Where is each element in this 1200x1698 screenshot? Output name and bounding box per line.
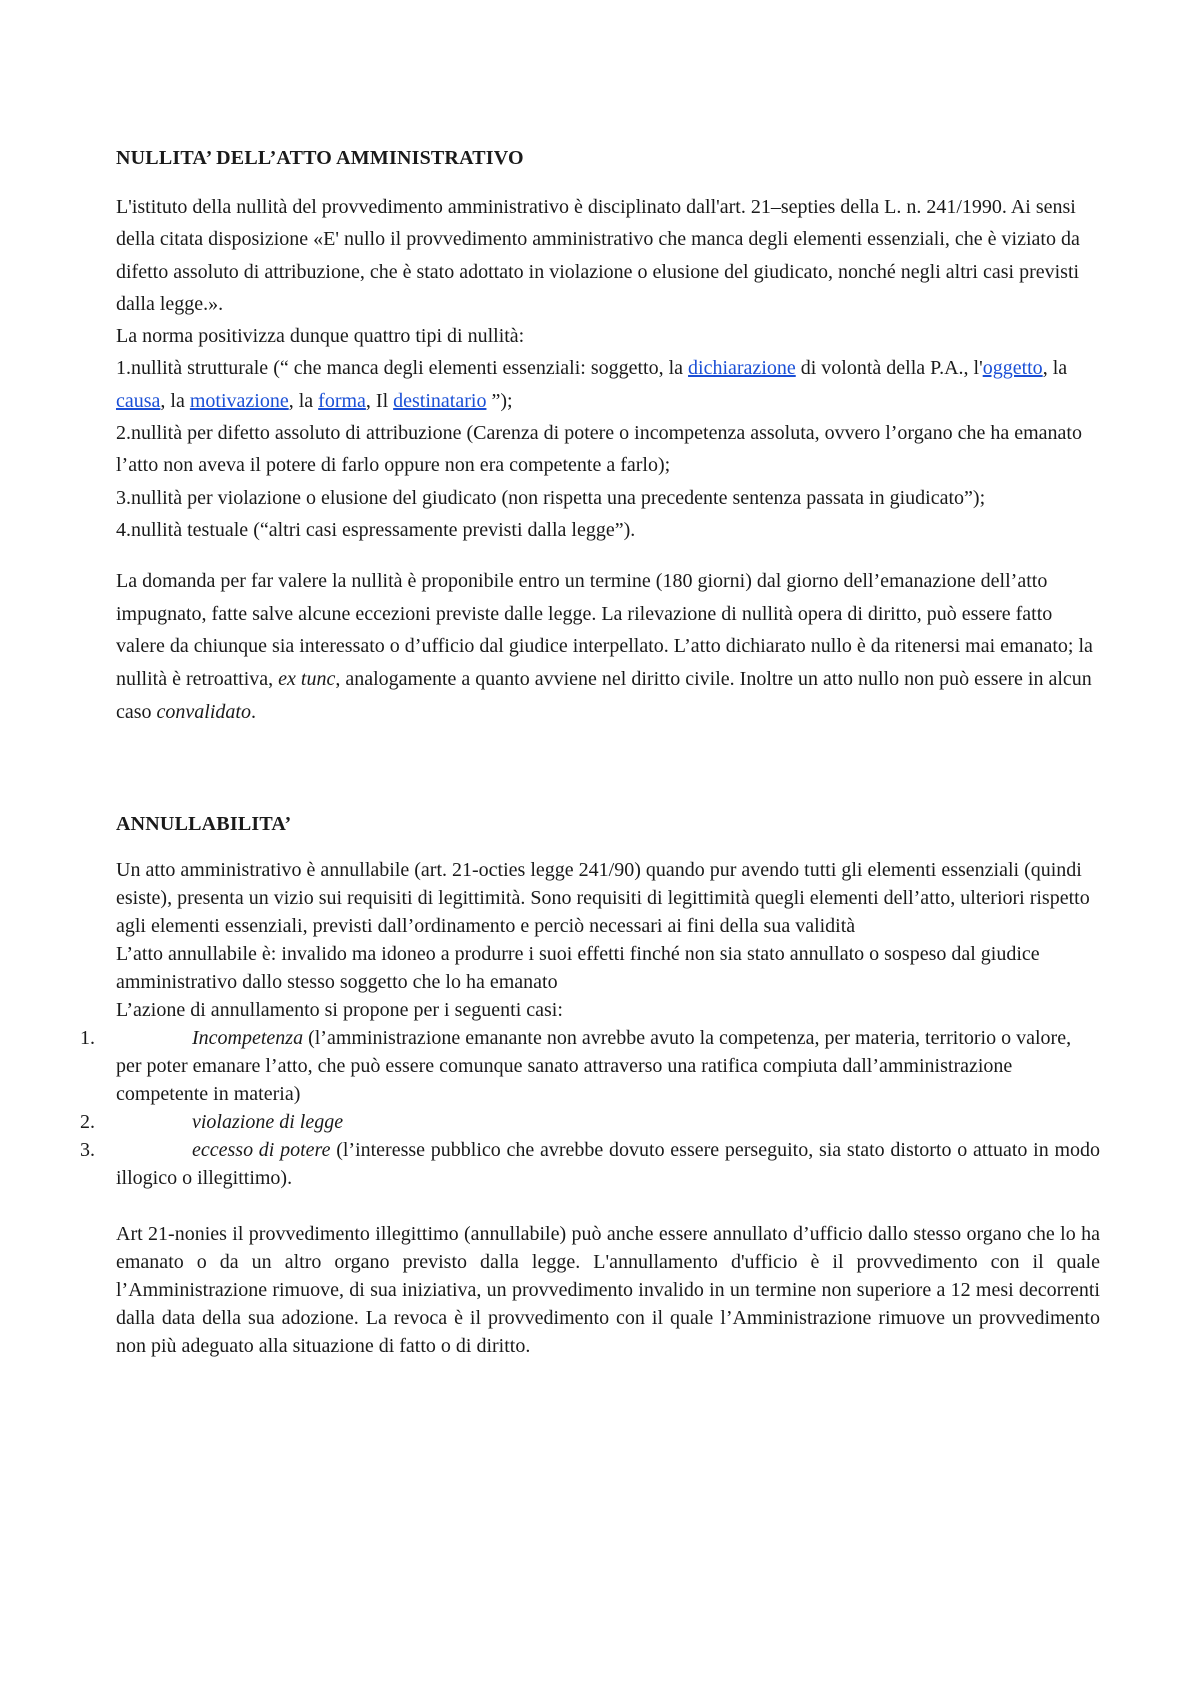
nullity-types-list (116, 320, 1100, 546)
paragraph-atto-annullabile: L’atto annullabile è: invalido ma idoneo a produrre i suoi effetti finché non sia stato annullato o sospeso dal giudice amministrativo dallo stesso soggetto che lo ha emanato (116, 943, 1040, 993)
nullity-type-2: 2.nullità per difetto assoluto di attribuzione (Carenza di potere o incompetenza assoluta, ovvero l’organo che ha emanato l’atto non aveva il potere di farlo oppure non era competente a farlo); (116, 422, 1082, 477)
case-number: 1. (80, 1027, 95, 1049)
case-number: 2. (80, 1111, 95, 1133)
case-item-2 (80, 1108, 1100, 1136)
link-motivazione[interactable]: motivazione (189, 389, 289, 412)
link-destinatario[interactable]: destinatario (393, 389, 487, 412)
section-annullabilita (80, 812, 1100, 1360)
section-nullita (116, 146, 1100, 728)
title-nullita: NULLITA’ DELL’ATTO AMMINISTRATIVO (116, 147, 524, 169)
paragraph-annullamento-ufficio: Art 21-nonies il provvedimento illegittimo (annullabile) può anche essere annullato d’ufficio dallo stesso organo che lo ha emanato o da un altro organo previsto dalla legge. L'annullamento d'ufficio è il provvedimento con il quale l’Amministrazione rimuove, di sua iniziativa, un provvedimento invalido in un termine non superiore a 12 mesi decorrenti dalla data della sua adozione. La revoca è il provvedimento con il quale l’Amministrazione rimuove un provvedimento non più adeguato alla situazione di fatto o di diritto. (116, 1223, 1100, 1357)
annullabilita-body (80, 856, 1100, 1192)
italic-convalidato: convalidato (156, 700, 251, 723)
case-title: Incompetenza (192, 1027, 304, 1049)
italic-ex-tunc: ex tunc (278, 668, 336, 691)
nullity-type-1: 1.nullità strutturale (“ che manca degli elementi essenziali: soggetto, la dichiarazione di volontà della P.A., l'oggetto, la causa, la motivazione, la forma, Il destinatario ”); (116, 357, 1068, 412)
paragraph-domanda-nullita: La domanda per far valere la nullità è proponibile entro un termine (180 giorni) dal giorno dell’emanazione dell’atto impugnato, fatte salve alcune eccezioni previste dalle legge. La rilevazione di nullità opera di diritto, può essere fatto valere da chiunque sia interessato o d’ufficio dal giudice interpellato. L’atto dichiarato nullo è da ritenersi mai emanato; la nullità è retroattiva, ex tunc, analogamente a quanto avviene nel diritto civile. Inoltre un atto nullo non può essere in alcun caso convalidato. (116, 570, 1093, 723)
case-number: 3. (80, 1139, 95, 1161)
case-text: (l’interesse pubblico che avrebbe dovuto essere perseguito, sia stato distorto o attuato in modo illogico o illegittimo). (116, 1139, 1100, 1189)
link-dichiarazione[interactable]: dichiarazione (688, 357, 796, 380)
link-causa[interactable]: causa (116, 389, 161, 412)
nullity-types-intro: La norma positivizza dunque quattro tipi di nullità: (116, 325, 525, 348)
case-item-3 (80, 1136, 1100, 1192)
link-oggetto[interactable]: oggetto (982, 357, 1043, 380)
title-annullabilita: ANNULLABILITA’ (116, 813, 292, 835)
paragraph-nullita-intro: L'istituto della nullità del provvedimento amministrativo è disciplinato dall'art. 21–septies della L. n. 241/1990. Ai sensi della citata disposizione «E' nullo il provvedimento amministrativo che manca degli elementi essenziali, che è viziato da difetto assoluto di attribuzione, che è stato adottato in violazione o elusione del giudicato, nonché negli altri casi previsti dalla legge.». (116, 196, 1080, 315)
case-text: (l’amministrazione emanante non avrebbe avuto la competenza, per materia, territorio o valore, per poter emanare l’atto, che può essere comunque sanato attraverso una ratifica compiuta dall’amministrazione competente in materia) (116, 1027, 1072, 1105)
nullity-type-3: 3.nullità per violazione o elusione del giudicato (non rispetta una precedente sentenza passata in giudicato”); (116, 486, 986, 509)
paragraph-azione-annullamento: L’azione di annullamento si propone per i seguenti casi: (116, 999, 563, 1021)
paragraph-annullabile-def: Un atto amministrativo è annullabile (art. 21-octies legge 241/90) quando pur avendo tutti gli elementi essenziali (quindi esiste), presenta un vizio sui requisiti di legittimità. Sono requisiti di legittimità quegli elementi dell’atto, ulteriori rispetto agli elementi essenziali, previsti dall’ordinamento e perciò necessari ai fini della sua validità (116, 859, 1090, 937)
link-forma[interactable]: forma (318, 389, 366, 412)
case-title: violazione di legge (192, 1111, 344, 1133)
case-item-1 (80, 1024, 1100, 1108)
nullity-type-4: 4.nullità testuale (“altri casi espressamente previsti dalla legge”). (116, 518, 636, 541)
case-title: eccesso di potere (192, 1139, 331, 1161)
